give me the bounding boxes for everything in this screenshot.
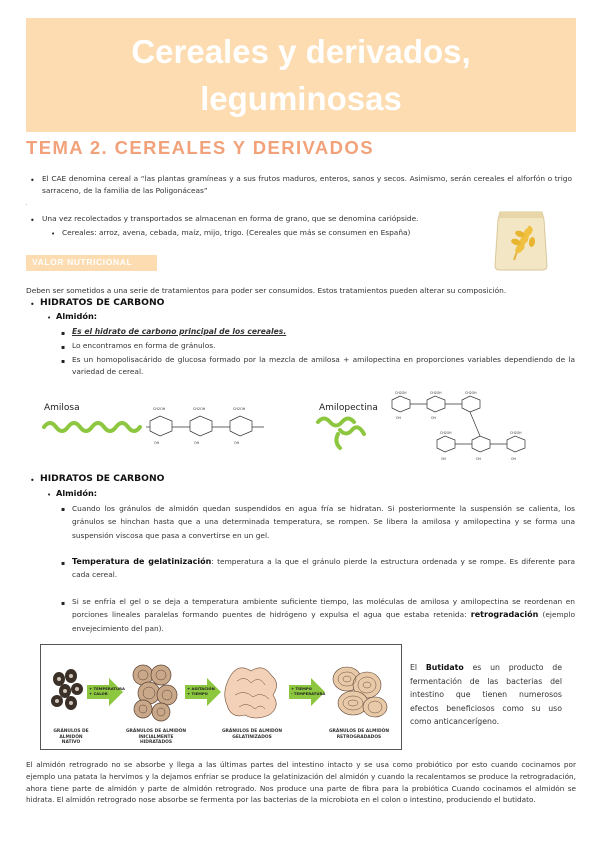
final-paragraph: El almidón retrogrado no se absorbe y llega a las últimas partes del intestino intacto y se usa como probiótico por esto cuando cocinamos por ejemplo una patata la hervimos y la dejamos enfriar se produce la gelatinización del almidón y cuando la recalentamos se produce la retrogradación, ahora tiene parte de almidón y parte de almidón retrogrado. Nos produce una parte de fibra para la probiótica Cuando cocinamos el almidón se hidrata. El almidón retrogrado nose absorbe se fermenta por las bacterias de la microbiota en el colon o intestino, produciendo el butidato. <box>26 760 576 805</box>
section2-item-3 <box>72 595 575 635</box>
arrow1-label <box>89 687 125 696</box>
g4-line1: GRÁNULOS DE ALMIDÓN <box>328 729 390 734</box>
bullet-icon: • <box>51 230 56 238</box>
amilosa-label: Amilosa <box>44 403 80 413</box>
oh-label: OH <box>396 416 401 420</box>
ch2oh-label: CH2OH <box>465 391 477 395</box>
section1-item-2: Lo encontramos en forma de gránulos. <box>72 341 216 350</box>
ch2oh-label: CH2OH <box>233 407 246 411</box>
g3-line2: GELATINIZADOS <box>232 734 272 740</box>
section2-subheading: Almidón: <box>56 488 98 498</box>
oh-label: OH <box>476 457 481 461</box>
ch2oh-label: CH2OH <box>395 391 407 395</box>
oh-label: OH <box>511 457 516 461</box>
oh-label: OH <box>441 457 446 461</box>
page-title <box>26 28 576 122</box>
bullet-icon: • <box>30 300 35 309</box>
ch2oh-label: CH2OH <box>510 431 522 435</box>
granule-gelatinized-caption <box>221 729 283 740</box>
intro-paragraph-1: El CAE denomina cereal a “las plantas gramíneas y a sus frutos maduros, enteros, sanos y secos. Asimismo, serán cereales el alforfón o trigo sarraceno, de la familia de las Poligonáceas” <box>42 174 572 195</box>
dot-mark: . <box>26 201 28 207</box>
butirato-term: Butidato <box>425 663 464 672</box>
bullet-icon: ▪ <box>61 506 66 513</box>
section1-subheading: Almidón: <box>56 311 98 321</box>
ch2oh-label: CH2OH <box>440 431 452 435</box>
granule-diagram <box>40 644 402 750</box>
title-line-2: leguminosas <box>200 80 402 117</box>
valor-nutricional-label <box>26 255 157 271</box>
butirato-text: es un producto de fermentación de las bacterias del intestino que tienen numerosos efectos beneficiosos como su uso como anticancerígeno. <box>410 663 562 726</box>
g4-line2: RETROGRADADOS <box>336 734 382 740</box>
intro-paragraph-2: Una vez recolectados y transportados se almacenan en forma de grano, que se denomina cariópside. <box>42 214 419 223</box>
bullet-icon: • <box>47 491 52 499</box>
oh-label: OH <box>194 441 200 445</box>
section2-heading: HIDRATOS DE CARBONO <box>40 473 165 484</box>
g3-line1: GRÁNULOS DE ALMIDÓN <box>221 729 283 734</box>
arrow3-label <box>291 687 325 696</box>
section1-item-3: Es un homopolisacárido de glucosa formado por la mezcla de amilosa + amilopectina en proporciones variables dependiendo de la variedad de cereal. <box>72 355 575 376</box>
butirato-paragraph <box>410 661 562 729</box>
arrow2-label <box>187 687 215 696</box>
retrogradacion-term: retrogradación <box>470 610 539 620</box>
bullet-icon: • <box>30 216 35 225</box>
section1-heading: HIDRATOS DE CARBONO <box>40 297 165 308</box>
oh-label: OH <box>154 441 160 445</box>
amilopectina-label: Amilopectina <box>319 403 378 413</box>
bullet-icon: • <box>47 314 52 322</box>
section-title: TEMA 2. CEREALES Y DERIVADOS <box>26 137 374 158</box>
g2-line1: GRÁNULOS DE ALMIDÓN <box>125 729 187 734</box>
granule-hydrated-caption <box>123 729 189 746</box>
arrow2-line1: + AGITACIÓN <box>187 686 215 691</box>
bullet-icon: ▪ <box>61 344 66 351</box>
g1-line1: GRÁNULOS DE ALMIDÓN <box>53 729 89 740</box>
section2-item-2 <box>72 555 575 582</box>
oh-label: OH <box>234 441 240 445</box>
valor-nutricional-text: VALOR NUTRICIONAL <box>32 257 133 267</box>
valor-paragraph: Deben ser sometidos a una serie de tratamientos para poder ser consumidos. Estos tratamientos pueden alterar su composición. <box>26 286 507 295</box>
arrow3-line2: - TEMPERATURA <box>291 690 326 696</box>
retrogradacion-example: (ejemplo envejecimiento del pan). <box>72 610 575 633</box>
cereals-list: Cereales: arroz, avena, cebada, maíz, mijo, trigo. (Cereales que más se consumen en España) <box>62 228 411 237</box>
amilopectina-diagram <box>312 390 552 468</box>
ch2oh-label: CH2OH <box>153 407 166 411</box>
title-line-1: Cereales y derivados, <box>131 33 471 70</box>
g2-line2: INICIALMENTE HIDRATADOS <box>138 734 174 745</box>
bullet-icon: ▪ <box>61 330 66 337</box>
bullet-icon: • <box>30 176 35 185</box>
bullet-icon: ▪ <box>61 560 66 567</box>
arrow1-line1: + TEMPERATURA <box>89 686 125 691</box>
section1-item-1: Es el hidrato de carbono principal de los cereales. <box>72 327 287 336</box>
arrow1-line2: + CALOR <box>89 690 108 696</box>
granule-native-caption <box>41 729 101 746</box>
bullet-icon: ▪ <box>61 600 66 607</box>
bullet-icon: • <box>30 476 35 485</box>
grain-sack-icon <box>492 206 550 272</box>
arrow3-line1: + TIEMPO <box>291 686 312 691</box>
oh-label: OH <box>431 416 436 420</box>
granule-retrograded-caption <box>327 729 391 740</box>
amilosa-diagram <box>40 400 305 450</box>
retrogradacion-text: Si se enfría el gel o se deja a temperatura ambiente suficiente tiempo, las moléculas de amilosa y amilopectina se reordenan en porciones lineales paralelas formando puentes de hidrógeno y expulsa el agua que estaba retenida: <box>72 597 575 620</box>
ch2oh-label: CH2OH <box>430 391 442 395</box>
ch2oh-label: CH2OH <box>193 407 206 411</box>
section2-item-1: Cuando los gránulos de almidón quedan suspendidos en agua fría se hidratan. Si posteriormente la suspensión se calienta, los gránulos se hinchan hasta que a una determinada temperatura, se rompen. Se libera la amilosa y amilopectina y se forma una suspensión viscosa que pasa a convertirse en un gel. <box>72 504 575 540</box>
arrow2-line2: + TIEMPO <box>187 690 208 696</box>
g1-line2: NATIVO <box>61 740 81 745</box>
gelatinizacion-definition: : temperatura a la que el gránulo pierde la estructura ordenada y se rompe. Es diferente para cada cereal. <box>72 557 576 580</box>
bullet-icon: ▪ <box>61 358 66 365</box>
butirato-pre: El <box>410 663 426 672</box>
title-banner <box>26 18 576 132</box>
gelatinizacion-term: Temperatura de gelatinización <box>72 557 212 566</box>
